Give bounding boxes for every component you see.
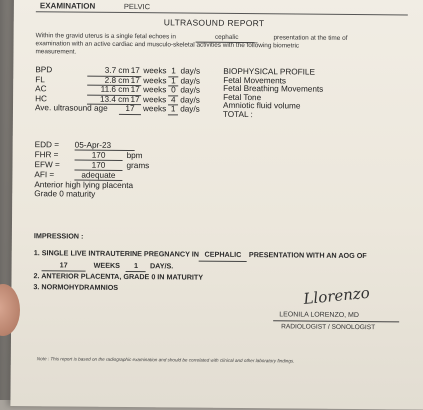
signatory-name: LEONILA LORENZO, MD: [279, 311, 359, 320]
efw-unit: grams: [126, 160, 150, 171]
efw-label: EFW =: [34, 160, 60, 170]
impression-days: 1: [126, 260, 146, 272]
report-note: Note : This report is based on the radiographic examination and should be correlated with clinical and other laboratory findings.: [36, 356, 295, 364]
intro-line-2: examination with an active cardiac and musculo-skeletal activities with the following biometric: [35, 40, 300, 50]
biometry-table: [35, 66, 200, 115]
biophysical-item: Fetal Movements: [223, 75, 287, 85]
biophysical-item: Fetal Breathing Movements: [223, 84, 324, 94]
exam-label: EXAMINATION: [39, 1, 96, 11]
biometry-weeks: 17: [130, 94, 140, 104]
biophysical-item: Fetal Tone: [223, 92, 262, 102]
biometry-value: 13.4 cm: [87, 95, 129, 105]
biometry-weeks-unit: weeks: [143, 75, 167, 85]
finding: Anterior high lying placenta: [34, 180, 134, 191]
impression-title: IMPRESSION :: [33, 231, 84, 241]
biometry-days-unit: day/s: [180, 95, 200, 105]
biometry-days: 1: [169, 67, 179, 77]
fhr-label: FHR =: [34, 150, 59, 160]
report-title: ULTRASOUND REPORT: [163, 17, 265, 29]
impression-weeks-label: WEEKS: [93, 260, 121, 270]
edd-value: 05-Apr-23: [75, 141, 135, 152]
header-rule: [36, 11, 408, 15]
biometry-days-unit: day/s: [180, 104, 200, 115]
biometry-weeks: 17: [119, 105, 141, 115]
impression-presentation: CEPHALIC: [199, 250, 247, 262]
impression-item-2: 2. ANTERIOR PLACENTA, GRADE 0 IN MATURITY: [33, 271, 204, 282]
impression-item-1-post: PRESENTATION WITH AN AOG OF: [248, 250, 367, 261]
impression-item-1-pre: 1. SINGLE LIVE INTRAUTERINE PREGNANCY IN: [33, 248, 199, 259]
biometry-label: HC: [35, 93, 47, 104]
intro-line-1-pre: Within the gravid uterus is a single fetal echoes in: [35, 32, 176, 41]
biometry-weeks-unit: weeks: [143, 94, 167, 105]
signatory-role: RADIOLOGIST / SONOLOGIST: [281, 323, 376, 332]
biometry-weeks-unit: weeks: [142, 104, 167, 114]
impression-item-3: 3. NORMOHYDRAMNIOS: [33, 281, 119, 292]
biophysical-item: Amniotic fluid volume: [222, 101, 301, 111]
fhr-unit: bpm: [126, 150, 143, 161]
edd-label: EDD =: [34, 140, 60, 150]
vitals-block: [34, 140, 149, 199]
signature-scribble: Llorenzo: [302, 283, 371, 308]
biometry-label: AC: [35, 84, 47, 94]
biometry-days-unit: day/s: [180, 85, 201, 95]
biometry-days: 4: [168, 96, 178, 106]
biophysical-profile: [223, 68, 324, 120]
biometry-weeks: 17: [130, 75, 140, 85]
signature-rule: [273, 320, 399, 322]
biophysical-total: TOTAL :: [222, 109, 253, 120]
intro-presentation: cephalic: [196, 34, 258, 44]
biometry-value: 3.7 cm: [87, 67, 129, 77]
biometry-row-average: [35, 105, 200, 116]
impression-days-label: DAY/S.: [149, 260, 174, 270]
biometry-days: 1: [168, 106, 178, 116]
efw-value: 170: [74, 161, 122, 171]
exam-value: PELVIC: [123, 1, 151, 12]
finding: Grade 0 maturity: [34, 189, 96, 199]
biometry-weeks-unit: weeks: [143, 66, 167, 76]
fhr-value: 170: [75, 151, 123, 161]
intro-line-3: measurement.: [35, 48, 77, 56]
biometry-days: 0: [168, 87, 178, 97]
biometry-days: 1: [168, 77, 178, 87]
biometry-weeks: 17: [130, 66, 140, 76]
afi-label: AFI =: [34, 170, 55, 180]
biometry-weeks: 17: [130, 85, 140, 95]
intro-line-1-post: presentation at the time of: [273, 34, 348, 42]
report-paper: [10, 0, 423, 410]
biophysical-title: BIOPHYSICAL PROFILE: [223, 66, 315, 77]
biometry-days-unit: day/s: [180, 76, 201, 86]
biometry-days-unit: day/s: [180, 66, 201, 76]
biometry-label: Ave. ultrasound age: [34, 103, 108, 114]
afi-value: adequate: [74, 171, 122, 181]
biometry-label: BPD: [35, 65, 53, 75]
impression-weeks: 17: [42, 260, 86, 272]
biometry-value: 2.8 cm: [87, 76, 129, 86]
biometry-label: FL: [35, 74, 45, 84]
biometry-value: 11.6 cm: [87, 86, 129, 96]
biometry-weeks-unit: weeks: [143, 85, 167, 95]
